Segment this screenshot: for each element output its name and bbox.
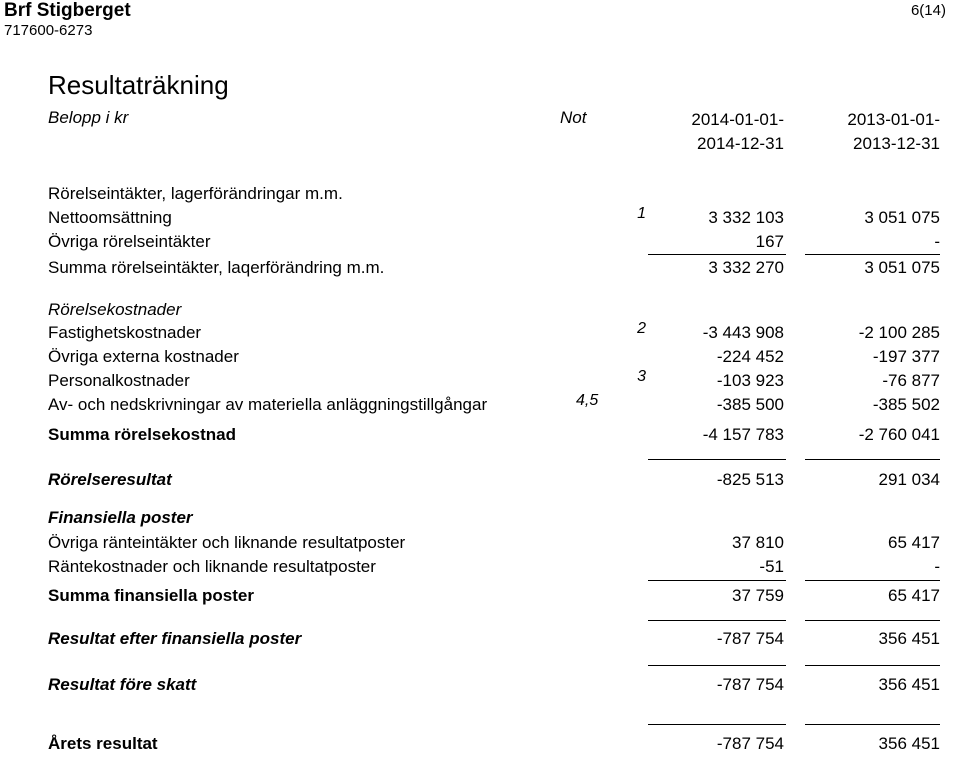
sum-line xyxy=(648,254,786,255)
row-previous: -2 100 285 xyxy=(858,323,940,342)
column-header-previous-end: 2013-12-31 xyxy=(853,134,940,153)
row-label: Nettoomsättning xyxy=(48,208,172,227)
row-label: Övriga ränteintäkter och liknande resultatposter xyxy=(48,533,406,552)
row-previous: 291 034 xyxy=(878,470,940,489)
row-previous: 65 417 xyxy=(888,533,940,552)
sum-line xyxy=(648,580,786,581)
row-previous: - xyxy=(934,557,940,576)
table-row xyxy=(48,347,940,371)
row-note: 4,5 xyxy=(576,392,599,409)
column-header-current-start: 2014-01-01- xyxy=(691,110,784,129)
row-label: Summa rörelsekostnad xyxy=(48,425,237,444)
page-number: 6(14) xyxy=(910,2,946,19)
section-heading-operating-costs xyxy=(48,300,940,324)
row-label: Personalkostnader xyxy=(48,371,190,390)
table-row xyxy=(48,557,940,581)
table-row xyxy=(48,205,940,232)
row-previous: 356 451 xyxy=(878,734,940,753)
table-row xyxy=(48,533,940,557)
sum-line xyxy=(648,724,786,725)
row-previous: 3 051 075 xyxy=(864,208,940,227)
table-row-result-after-financial xyxy=(48,629,940,653)
table-row xyxy=(48,232,940,256)
row-note: 3 xyxy=(637,368,646,385)
table-row xyxy=(48,368,940,395)
table-row-sum-costs xyxy=(48,425,940,449)
row-current: -224 452 xyxy=(716,347,784,366)
sum-line xyxy=(648,620,786,621)
section-heading-revenue xyxy=(48,184,940,208)
row-current: -385 500 xyxy=(716,395,784,414)
sum-line xyxy=(805,665,940,666)
sum-line xyxy=(648,459,786,460)
row-current: -51 xyxy=(759,557,784,576)
sum-line xyxy=(805,620,940,621)
row-note: 1 xyxy=(637,205,646,222)
organization-name: Brf Stigberget xyxy=(4,0,131,21)
row-current: -4 157 783 xyxy=(702,425,784,444)
table-row-sum-financial xyxy=(48,586,940,610)
row-current: 37 810 xyxy=(732,533,784,552)
row-label: Rörelseintäkter, lagerförändringar m.m. xyxy=(48,184,343,203)
table-row-result-before-tax xyxy=(48,675,940,699)
row-current: -825 513 xyxy=(716,470,784,489)
row-current: 167 xyxy=(755,232,784,251)
row-label: Fastighetskostnader xyxy=(48,323,202,342)
row-note: 2 xyxy=(637,320,646,337)
row-previous: -76 877 xyxy=(882,371,940,390)
table-row-operating-result xyxy=(48,470,940,494)
row-previous: 356 451 xyxy=(878,675,940,694)
section-heading-financial xyxy=(48,508,940,532)
row-previous: -197 377 xyxy=(872,347,940,366)
row-label: Resultat efter finansiella poster xyxy=(48,629,302,648)
row-label: Övriga rörelseintäkter xyxy=(48,232,211,251)
sum-line xyxy=(805,580,940,581)
sum-line xyxy=(805,254,940,255)
column-header-previous-start: 2013-01-01- xyxy=(847,110,940,129)
row-label: Summa rörelseintäkter, laqerförändring m.m. xyxy=(48,258,385,277)
row-previous: 3 051 075 xyxy=(864,258,940,277)
column-header-current xyxy=(691,108,784,156)
row-label: Rörelseresultat xyxy=(48,470,172,489)
row-current: -787 754 xyxy=(716,675,784,694)
row-current: -787 754 xyxy=(716,629,784,648)
row-label: Summa finansiella poster xyxy=(48,586,254,605)
row-previous: 65 417 xyxy=(888,586,940,605)
table-row-net-result xyxy=(48,734,940,758)
row-current: -787 754 xyxy=(716,734,784,753)
sum-line xyxy=(805,459,940,460)
row-previous: -385 502 xyxy=(872,395,940,414)
row-previous: -2 760 041 xyxy=(858,425,940,444)
row-label: Finansiella poster xyxy=(48,508,193,527)
page-title: Resultaträkning xyxy=(48,70,229,100)
row-current: 3 332 103 xyxy=(708,208,784,227)
row-label: Räntekostnader och liknande resultatposter xyxy=(48,557,376,576)
sum-line xyxy=(648,665,786,666)
column-header-label: Belopp i kr xyxy=(48,108,129,127)
row-previous: 356 451 xyxy=(878,629,940,648)
column-header-current-end: 2014-12-31 xyxy=(697,134,784,153)
row-current: 37 759 xyxy=(732,586,784,605)
organization-number: 717600-6273 xyxy=(4,22,93,39)
row-current: -103 923 xyxy=(716,371,784,390)
table-row-sum-revenue xyxy=(48,258,940,282)
row-current: 3 332 270 xyxy=(708,258,784,277)
row-label: Övriga externa kostnader xyxy=(48,347,239,366)
table-row xyxy=(48,320,940,347)
column-header-previous xyxy=(847,108,940,156)
row-label: Resultat före skatt xyxy=(48,675,197,694)
row-label: Rörelsekostnader xyxy=(48,300,182,319)
row-label: Årets resultat xyxy=(48,734,158,753)
column-header-note: Not xyxy=(560,108,587,127)
row-current: -3 443 908 xyxy=(702,323,784,342)
row-label: Av- och nedskrivningar av materiella anläggningstillgångar xyxy=(48,395,488,414)
row-previous: - xyxy=(934,232,940,251)
table-row xyxy=(48,392,940,419)
sum-line xyxy=(805,724,940,725)
